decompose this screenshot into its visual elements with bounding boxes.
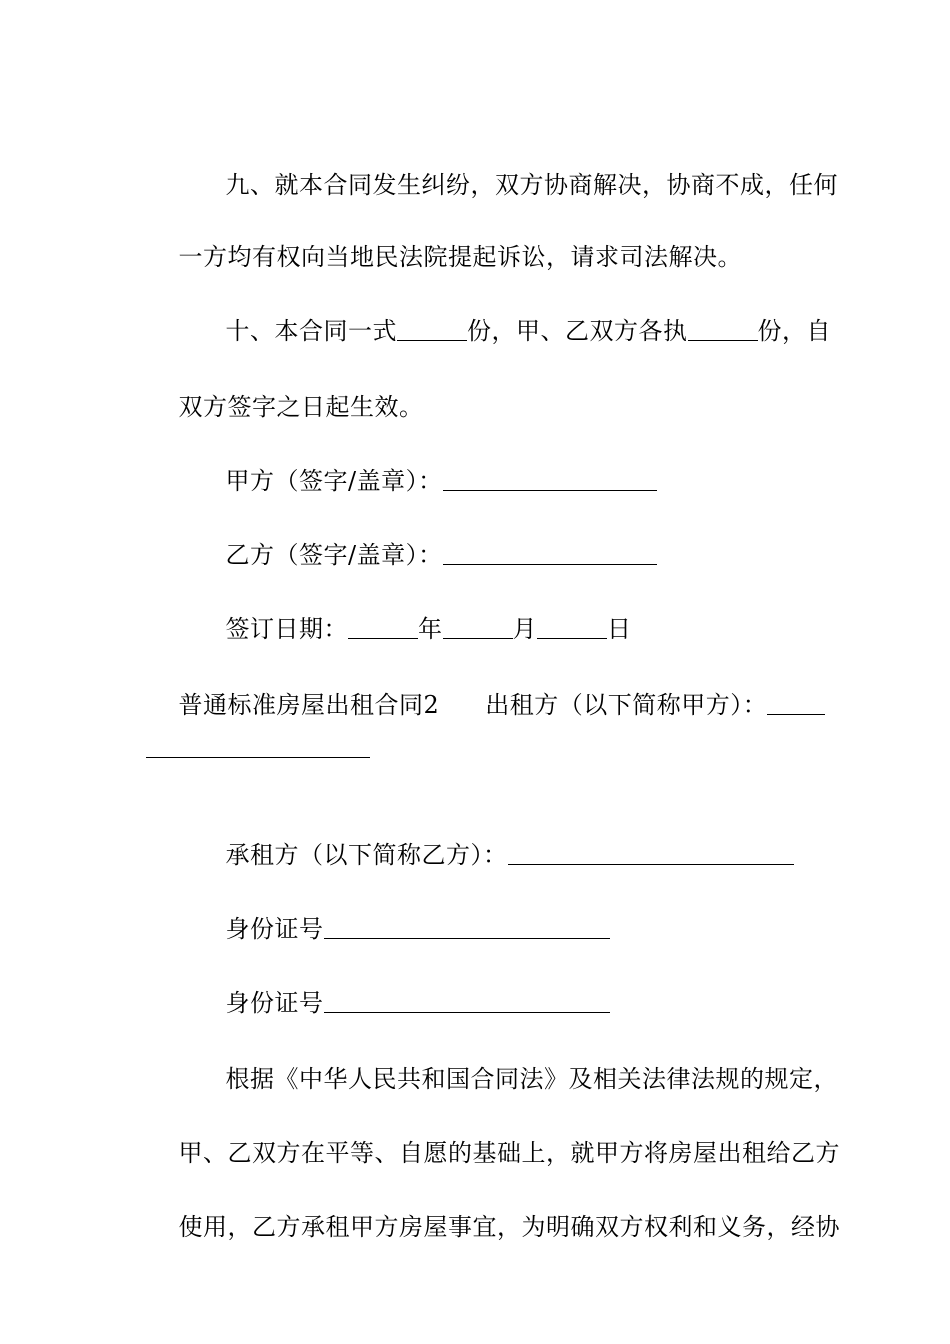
id-number-label-2: 身份证号	[225, 989, 324, 1017]
day-label: 日	[607, 615, 632, 643]
lessor-blank-part-2[interactable]	[146, 756, 370, 758]
year-label: 年	[418, 615, 443, 643]
article-10-text-1: 十、本合同一式	[225, 317, 398, 345]
lessee-blank[interactable]	[508, 842, 794, 865]
lessor-blank-part-1[interactable]	[767, 692, 825, 715]
article-10-text-2: 份，甲、乙双方各执	[467, 317, 688, 345]
copies-each-blank[interactable]	[688, 318, 758, 341]
sign-date-label: 签订日期：	[225, 615, 349, 643]
contract-2-header-line	[146, 660, 826, 750]
preamble-text-2: 甲、乙双方在平等、自愿的基础上，就甲方将房屋出租给乙方	[178, 1139, 841, 1167]
party-b-signature-blank[interactable]	[443, 542, 657, 565]
copies-total-blank[interactable]	[397, 318, 467, 341]
id-number-blank-1[interactable]	[324, 916, 610, 939]
article-10-text-3: 份，自	[757, 317, 832, 345]
month-blank[interactable]	[443, 616, 513, 639]
preamble-line-3	[146, 1182, 841, 1272]
day-blank[interactable]	[537, 616, 607, 639]
preamble-text-3: 使用，乙方承租甲方房屋事宜，为明确双方权利和义务，经协	[178, 1213, 841, 1241]
party-b-signature-label: 乙方（签字/盖章）：	[225, 541, 443, 569]
year-blank[interactable]	[348, 616, 418, 639]
lessee-label: 承租方（以下简称乙方）：	[225, 841, 508, 869]
contract-2-title: 普通标准房屋出租合同2	[178, 691, 440, 719]
party-a-signature-blank[interactable]	[443, 468, 657, 491]
id-number-label-1: 身份证号	[225, 915, 324, 943]
article-9-text-1: 九、就本合同发生纠纷，双方协商解决，协商不成，任何	[225, 171, 839, 199]
article-9-text-2: 一方均有权向当地民法院提起诉讼，请求司法解决。	[178, 243, 743, 271]
month-label: 月	[512, 615, 538, 643]
id-number-blank-2[interactable]	[324, 990, 610, 1013]
preamble-text-1: 根据《中华人民共和国合同法》及相关法律法规的规定，	[225, 1065, 839, 1093]
party-a-signature-label: 甲方（签字/盖章）：	[225, 467, 443, 495]
lessor-label: 出租方（以下简称甲方）：	[485, 691, 768, 719]
article-10-text-4: 双方签字之日起生效。	[178, 393, 424, 421]
